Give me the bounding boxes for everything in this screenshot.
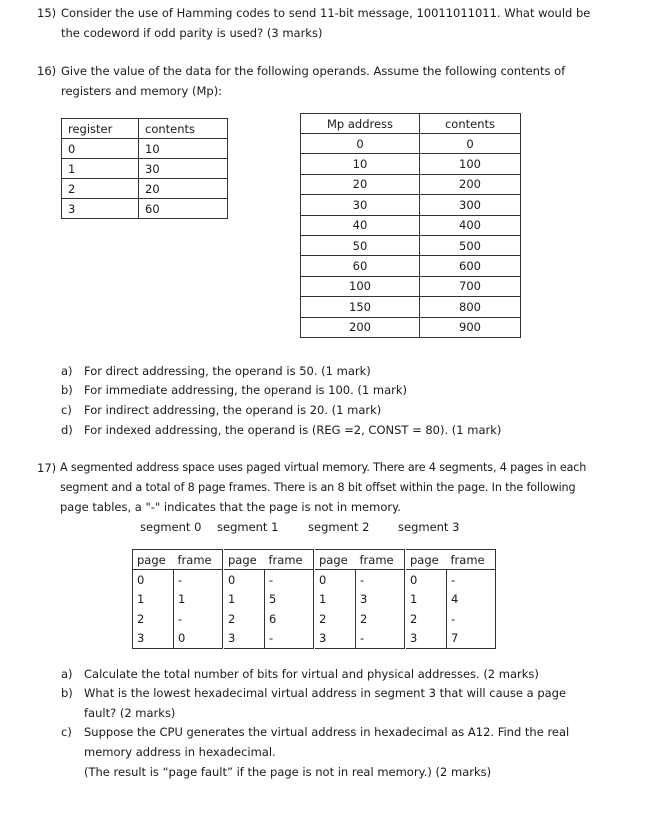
table-cell: 3 [133, 629, 174, 649]
table-cell: 3 [315, 629, 356, 649]
table-row [301, 154, 521, 174]
table-cell: 100 [420, 154, 521, 174]
table-cell: 500 [420, 235, 521, 255]
table-cell: 5 [265, 590, 314, 610]
table-row [406, 629, 496, 649]
segment-label: segment 1 [217, 520, 279, 534]
column-header: page [406, 550, 447, 570]
table-cell: 150 [301, 297, 420, 317]
table-cell: 1 [62, 159, 139, 179]
column-header: page [224, 550, 265, 570]
table-cell: 3 [406, 629, 447, 649]
table-cell: 30 [301, 195, 420, 215]
table-cell: 1 [133, 590, 174, 610]
table-cell: 0 [301, 134, 420, 154]
table-cell: 6 [265, 609, 314, 629]
column-header: Mp address [301, 114, 420, 134]
table-cell: 20 [139, 179, 228, 199]
table-header-row [406, 550, 496, 570]
part-label: b) [61, 686, 73, 700]
part-label: b) [61, 383, 73, 397]
segment-label: segment 3 [398, 520, 460, 534]
table-cell: 300 [420, 195, 521, 215]
part-text: For immediate addressing, the operand is 100. (1 mark) [84, 383, 407, 397]
table-cell: 3 [62, 199, 139, 219]
part-text: For indexed addressing, the operand is (REG =2, CONST = 80). (1 mark) [84, 423, 502, 437]
table-row [315, 570, 405, 590]
column-header: page [315, 550, 356, 570]
table-cell: 1 [315, 590, 356, 610]
segment-label: segment 0 [140, 520, 202, 534]
table-cell: - [447, 570, 496, 590]
table-row [133, 629, 223, 649]
table-cell: - [174, 609, 223, 629]
column-header: frame [265, 550, 314, 570]
table-cell: 600 [420, 256, 521, 276]
table-cell: - [265, 570, 314, 590]
table-cell: 800 [420, 297, 521, 317]
table-cell: 1 [406, 590, 447, 610]
question-text-line: page tables, a "-" indicates that the page is not in memory. [60, 500, 401, 514]
part-text: (The result is “page fault” if the page is not in real memory.) (2 marks) [84, 765, 492, 779]
table-cell: 200 [301, 317, 420, 337]
column-header: frame [174, 550, 223, 570]
table-row [301, 195, 521, 215]
table-cell: 50 [301, 235, 420, 255]
table-row [224, 590, 314, 610]
table-cell: 3 [356, 590, 405, 610]
column-header: register [62, 119, 139, 139]
table-cell: 10 [301, 154, 420, 174]
table-cell: 0 [406, 570, 447, 590]
column-header: contents [139, 119, 228, 139]
table-row [301, 235, 521, 255]
part-text: Suppose the CPU generates the virtual address in hexadecimal as A12. Find the real [84, 725, 570, 739]
table-cell: 60 [139, 199, 228, 219]
question-text-line: registers and memory (Mp): [61, 84, 223, 98]
table-row [301, 317, 521, 337]
table-cell: - [447, 609, 496, 629]
table-header-row [315, 550, 405, 570]
part-label: a) [61, 667, 73, 681]
table-cell: 2 [224, 609, 265, 629]
table-cell: 10 [139, 139, 228, 159]
table-row [301, 215, 521, 235]
table-cell: 4 [447, 590, 496, 610]
table-row [301, 297, 521, 317]
table-header-row [62, 119, 228, 139]
table-cell: 60 [301, 256, 420, 276]
question-text-line: segment and a total of 8 page frames. There is an 8 bit offset within the page. In the following [60, 481, 576, 494]
question-text-line: Consider the use of Hamming codes to send 11-bit message, 10011011011. What would be [61, 6, 591, 20]
table-row [133, 590, 223, 610]
column-header: frame [447, 550, 496, 570]
table-cell: - [356, 570, 405, 590]
part-label: a) [61, 364, 73, 378]
table-cell: 0 [133, 570, 174, 590]
table-row [62, 159, 228, 179]
table-cell: 30 [139, 159, 228, 179]
table-row [133, 609, 223, 629]
table-row [62, 179, 228, 199]
table-row [315, 590, 405, 610]
table-cell: 0 [62, 139, 139, 159]
table-cell: 20 [301, 174, 420, 194]
part-label: c) [61, 403, 72, 417]
table-row [133, 570, 223, 590]
table-row [406, 609, 496, 629]
table-cell: 100 [301, 276, 420, 296]
table-cell: - [265, 629, 314, 649]
register-table [61, 118, 228, 219]
table-cell: 2 [356, 609, 405, 629]
memory-table [300, 113, 521, 338]
table-header-row [301, 114, 521, 134]
part-text: Calculate the total number of bits for virtual and physical addresses. (2 marks) [84, 667, 539, 681]
table-row [315, 629, 405, 649]
table-cell: 700 [420, 276, 521, 296]
part-text: For indirect addressing, the operand is 20. (1 mark) [84, 403, 382, 417]
table-cell: 1 [224, 590, 265, 610]
table-row [406, 570, 496, 590]
table-cell: 3 [224, 629, 265, 649]
page-table-segment-0 [132, 549, 223, 649]
table-cell: 40 [301, 215, 420, 235]
page-table-segment-2 [315, 549, 405, 649]
table-cell: 1 [174, 590, 223, 610]
part-text: fault? (2 marks) [84, 706, 176, 720]
table-row [224, 570, 314, 590]
question-text-line: A segmented address space uses paged virtual memory. There are 4 segments, 4 pages in each [60, 461, 587, 474]
table-cell: 200 [420, 174, 521, 194]
segment-label: segment 2 [308, 520, 370, 534]
table-cell: 0 [315, 570, 356, 590]
column-header: page [133, 550, 174, 570]
table-cell: 400 [420, 215, 521, 235]
page-table-segment-1 [224, 549, 314, 649]
table-row [224, 609, 314, 629]
part-text: memory address in hexadecimal. [84, 745, 276, 759]
question-number: 15) [37, 6, 57, 20]
table-cell: - [356, 629, 405, 649]
table-row [62, 139, 228, 159]
table-row [62, 199, 228, 219]
table-row [301, 256, 521, 276]
part-label: d) [61, 423, 73, 437]
part-text: What is the lowest hexadecimal virtual address in segment 3 that will cause a page [84, 686, 567, 700]
column-header: frame [356, 550, 405, 570]
table-row [301, 276, 521, 296]
table-row [301, 174, 521, 194]
table-cell: - [174, 570, 223, 590]
question-number: 16) [37, 64, 57, 78]
table-cell: 0 [420, 134, 521, 154]
table-row [406, 590, 496, 610]
table-cell: 2 [62, 179, 139, 199]
question-number: 17) [37, 461, 57, 475]
table-header-row [224, 550, 314, 570]
table-row [315, 609, 405, 629]
page-table-segment-3 [406, 549, 496, 649]
part-text: For direct addressing, the operand is 50. (1 mark) [84, 364, 371, 378]
table-cell: 900 [420, 317, 521, 337]
table-cell: 2 [315, 609, 356, 629]
table-cell: 2 [406, 609, 447, 629]
table-cell: 0 [224, 570, 265, 590]
table-cell: 2 [133, 609, 174, 629]
table-cell: 0 [174, 629, 223, 649]
table-header-row [133, 550, 223, 570]
table-row [224, 629, 314, 649]
question-text-line: the codeword if odd parity is used? (3 marks) [61, 26, 323, 40]
part-label: c) [61, 725, 72, 739]
question-text-line: Give the value of the data for the following operands. Assume the following contents of [61, 64, 566, 78]
table-row [301, 134, 521, 154]
table-cell: 7 [447, 629, 496, 649]
column-header: contents [420, 114, 521, 134]
